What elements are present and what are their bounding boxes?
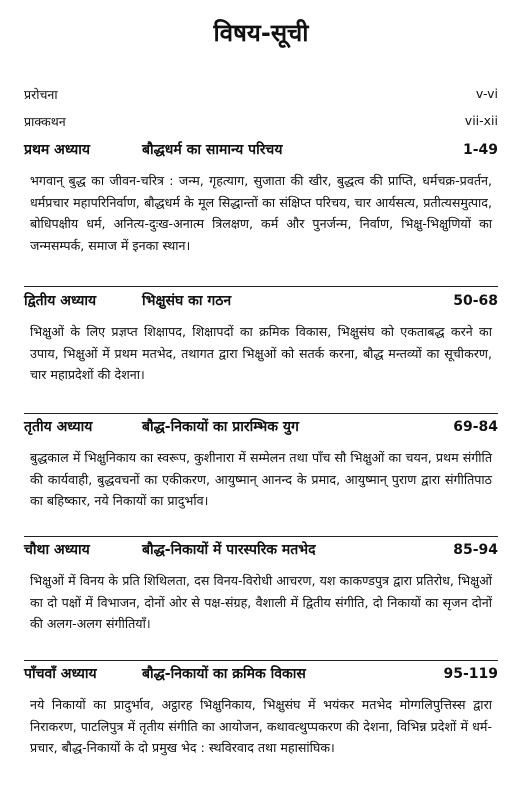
page-title: विषय-सूची xyxy=(213,19,309,47)
chapter-title: बौद्ध-निकायों का क्रमिक विकास xyxy=(142,666,306,682)
front-matter-pages: v-vi xyxy=(475,86,498,101)
divider xyxy=(24,536,498,537)
chapter-number: तृतीय अध्याय xyxy=(24,419,93,435)
front-matter-label: प्राक्कथन xyxy=(24,114,66,129)
chapter-entry xyxy=(24,291,498,386)
front-matter-row xyxy=(24,86,498,103)
chapter-heading xyxy=(24,140,498,162)
chapter-pages: 50-68 xyxy=(453,293,498,309)
chapter-pages: 85-94 xyxy=(453,542,498,558)
divider xyxy=(24,660,498,661)
chapter-entry xyxy=(24,417,498,512)
chapter-title: बौद्ध-निकायों में पारस्परिक मतभेद xyxy=(142,542,316,558)
chapter-title: भिक्षुसंघ का गठन xyxy=(142,293,232,309)
chapter-entry xyxy=(24,540,498,635)
front-matter-label: प्ररोचना xyxy=(24,87,58,102)
chapter-entry xyxy=(24,664,498,759)
chapter-summary: भिक्षुओं के लिए प्रज्ञप्त शिक्षापद, शिक्षापदों का क्रमिक विकास, भिक्षुसंघ को एकताबद्ध करने का उपाय, भिक्षुओं में प्रथम मतभेद, तथागत द्वारा भिक्षुओं को सतर्क करना, बौद्ध मन्तव्यों का सूचीकरण, चार महाप्रदेशों की देशना। xyxy=(30,324,492,382)
chapter-heading xyxy=(24,664,498,686)
chapter-heading xyxy=(24,540,498,562)
chapter-title: बौद्धधर्म का सामान्य परिचय xyxy=(142,142,283,158)
chapter-pages: 95-119 xyxy=(443,666,498,682)
chapter-number: पाँचवाँ अध्याय xyxy=(24,666,97,682)
chapter-summary: भगवान् बुद्ध का जीवन-चरित्र : जन्म, गृहत्याग, सुजाता की खीर, बुद्धत्व की प्राप्ति, धर्मचक्र-प्रवर्तन, धर्मप्रचार महापरिनिर्वाण, बौद्धधर्म के मूल सिद्धान्तों का संक्षिप्त परिचय, चार आर्यसत्य, प्रतीत्यसमुत्पाद, बोधिपक्षीय धर्म, अनित्य-दुःख-अनात्म त्रिलक्षण, कर्म और पुनर्जन्म, निर्वाण, भिक्षु-भिक्षुणियों का जन्मसम्पर्क, समाज में इनका स्थान। xyxy=(30,173,492,253)
chapter-heading xyxy=(24,291,498,313)
chapter-summary: भिक्षुओं में विनय के प्रति शिथिलता, दस विनय-विरोधी आचरण, यश काकण्डपुत्र द्वारा प्रतिरोध, भिक्षुओं का दो पक्षों में विभाजन, दोनों ओर से पक्ष-संग्रह, वैशाली में द्वितीय संगीति, दो निकायों का सृजन दोनों की अलग-अलग संगीतियाँ। xyxy=(30,573,492,631)
chapter-number: द्वितीय अध्याय xyxy=(24,293,97,309)
front-matter-row xyxy=(24,113,498,130)
front-matter-pages: vii-xii xyxy=(464,113,498,128)
divider xyxy=(24,286,498,287)
chapter-pages: 69-84 xyxy=(453,419,498,435)
chapter-number: चौथा अध्याय xyxy=(24,542,90,558)
chapter-pages: 1-49 xyxy=(462,142,498,158)
chapter-entry xyxy=(24,140,498,256)
chapter-summary: नये निकायों का प्रादुर्भाव, अट्ठारह भिक्षुनिकाय, भिक्षुसंघ में भयंकर मतभेद मोग्गलिपुत्तिस्स द्वारा निराकरण, पाटलिपुत्र में तृतीय संगीति का आयोजन, कथावत्थुप्पकरण की देशना, विभिन्न प्रदेशों में धर्म-प्रचार, बौद्ध-निकायों के दो प्रमुख भेद : स्थविरवाद तथा महासांघिक। xyxy=(30,697,492,755)
chapter-heading xyxy=(24,417,498,439)
chapter-number: प्रथम अध्याय xyxy=(24,142,90,158)
chapter-summary: बुद्धकाल में भिक्षुनिकाय का स्वरूप, कुशीनारा में सम्मेलन तथा पाँच सौ भिक्षुओं का चयन, प्रथम संगीति की कार्यवाही, बुद्धवचनों का एकीकरण, आयुष्मान् आनन्द के प्रमाद, आयुष्मान् पुराण द्वारा संगीतिपाठ का बहिष्कार, नये निकायों का प्रादुर्भाव। xyxy=(30,450,492,508)
chapter-title: बौद्ध-निकायों का प्रारम्भिक युग xyxy=(142,419,299,435)
divider xyxy=(24,413,498,414)
